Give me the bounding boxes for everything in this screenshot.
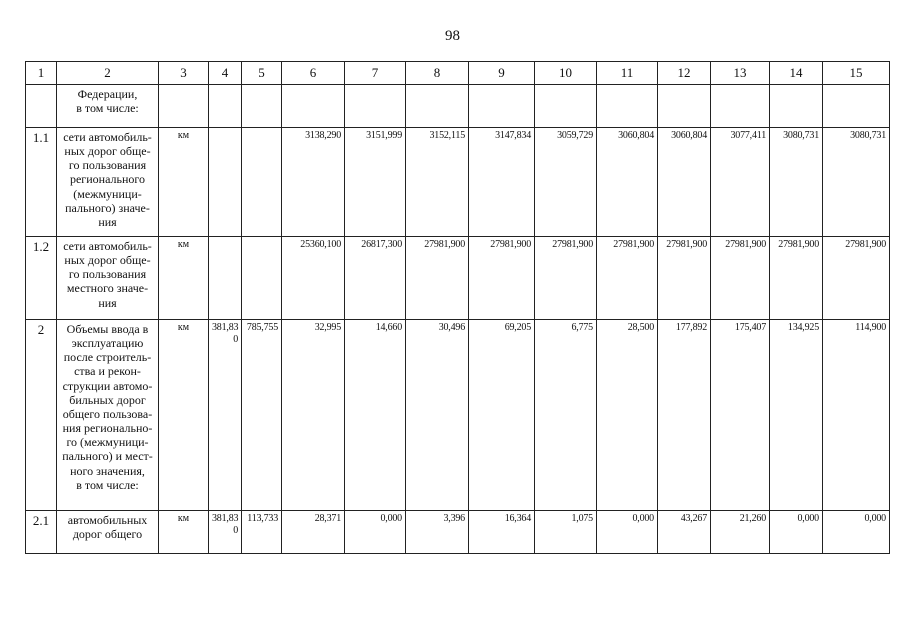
value-cell: 27981,900 [535, 237, 597, 320]
column-header: 6 [282, 62, 345, 85]
value-cell: 43,267 [658, 511, 711, 554]
value-cell [209, 85, 242, 128]
value-cell: 785,755 [242, 320, 282, 511]
row-unit: км [159, 128, 209, 237]
value-cell: 25360,100 [282, 237, 345, 320]
value-cell: 3080,731 [770, 128, 823, 237]
value-cell: 26817,300 [345, 237, 406, 320]
value-cell: 27981,900 [711, 237, 770, 320]
value-cell: 175,407 [711, 320, 770, 511]
value-cell [242, 85, 282, 128]
row-index: 2 [26, 320, 57, 511]
column-header: 14 [770, 62, 823, 85]
table-row [26, 237, 890, 320]
value-cell: 3059,729 [535, 128, 597, 237]
value-cell: 27981,900 [770, 237, 823, 320]
row-name: сети автомобиль- ных дорог обще- го пользования местного значе- ния [57, 237, 159, 320]
value-cell [406, 85, 469, 128]
value-cell [242, 128, 282, 237]
column-header: 2 [57, 62, 159, 85]
value-cell: 28,500 [597, 320, 658, 511]
value-cell: 0,000 [345, 511, 406, 554]
value-cell: 3080,731 [823, 128, 890, 237]
row-name: сети автомобиль- ных дорог обще- го пользования регионального (межмуници- пального) значе- ния [57, 128, 159, 237]
value-cell: 134,925 [770, 320, 823, 511]
value-cell [282, 85, 345, 128]
row-index: 1.2 [26, 237, 57, 320]
value-cell: 27981,900 [469, 237, 535, 320]
value-cell: 3,396 [406, 511, 469, 554]
row-index: 1.1 [26, 128, 57, 237]
value-cell: 69,205 [469, 320, 535, 511]
table-row [26, 128, 890, 237]
column-header: 10 [535, 62, 597, 85]
row-index [26, 85, 57, 128]
value-cell: 27981,900 [823, 237, 890, 320]
value-cell: 6,775 [535, 320, 597, 511]
value-cell: 113,733 [242, 511, 282, 554]
value-cell: 0,000 [770, 511, 823, 554]
column-header: 3 [159, 62, 209, 85]
value-cell [209, 128, 242, 237]
value-cell [823, 85, 890, 128]
value-cell: 1,075 [535, 511, 597, 554]
value-cell: 30,496 [406, 320, 469, 511]
value-cell: 3077,411 [711, 128, 770, 237]
data-table [25, 61, 890, 554]
value-cell: 27981,900 [406, 237, 469, 320]
table-row [26, 511, 890, 554]
value-cell [711, 85, 770, 128]
row-name: Федерации, в том числе: [57, 85, 159, 128]
row-unit: км [159, 320, 209, 511]
value-cell [597, 85, 658, 128]
value-cell: 27981,900 [597, 237, 658, 320]
value-cell [469, 85, 535, 128]
column-header: 11 [597, 62, 658, 85]
column-header: 1 [26, 62, 57, 85]
value-cell: 27981,900 [658, 237, 711, 320]
value-cell: 28,371 [282, 511, 345, 554]
row-unit: км [159, 237, 209, 320]
column-header: 9 [469, 62, 535, 85]
row-name: автомобильных дорог общего [57, 511, 159, 554]
row-index: 2.1 [26, 511, 57, 554]
value-cell: 3147,834 [469, 128, 535, 237]
column-header: 7 [345, 62, 406, 85]
value-cell [770, 85, 823, 128]
value-cell: 3138,290 [282, 128, 345, 237]
value-cell: 0,000 [597, 511, 658, 554]
value-cell [535, 85, 597, 128]
value-cell: 114,900 [823, 320, 890, 511]
value-cell [345, 85, 406, 128]
table-row [26, 320, 890, 511]
column-header: 12 [658, 62, 711, 85]
value-cell: 177,892 [658, 320, 711, 511]
value-cell: 0,000 [823, 511, 890, 554]
row-name: Объемы ввода в эксплуатацию после строитель- ства и рекон- струкции автомо- бильных дорог общего пользова- ния регионально- го (межмуници- пального) и мест- ного значения, в том числе: [57, 320, 159, 511]
value-cell: 381,83 0 [209, 320, 242, 511]
row-unit [159, 85, 209, 128]
value-cell: 381,83 0 [209, 511, 242, 554]
value-cell: 16,364 [469, 511, 535, 554]
column-header: 5 [242, 62, 282, 85]
value-cell: 3152,115 [406, 128, 469, 237]
page-number: 98 [445, 28, 460, 44]
column-header: 8 [406, 62, 469, 85]
value-cell: 3060,804 [597, 128, 658, 237]
header-row [26, 62, 890, 85]
value-cell: 14,660 [345, 320, 406, 511]
row-unit: км [159, 511, 209, 554]
column-header: 13 [711, 62, 770, 85]
value-cell [242, 237, 282, 320]
value-cell: 21,260 [711, 511, 770, 554]
value-cell: 3060,804 [658, 128, 711, 237]
column-header: 4 [209, 62, 242, 85]
value-cell: 3151,999 [345, 128, 406, 237]
value-cell [658, 85, 711, 128]
table-row [26, 85, 890, 128]
column-header: 15 [823, 62, 890, 85]
value-cell: 32,995 [282, 320, 345, 511]
value-cell [209, 237, 242, 320]
